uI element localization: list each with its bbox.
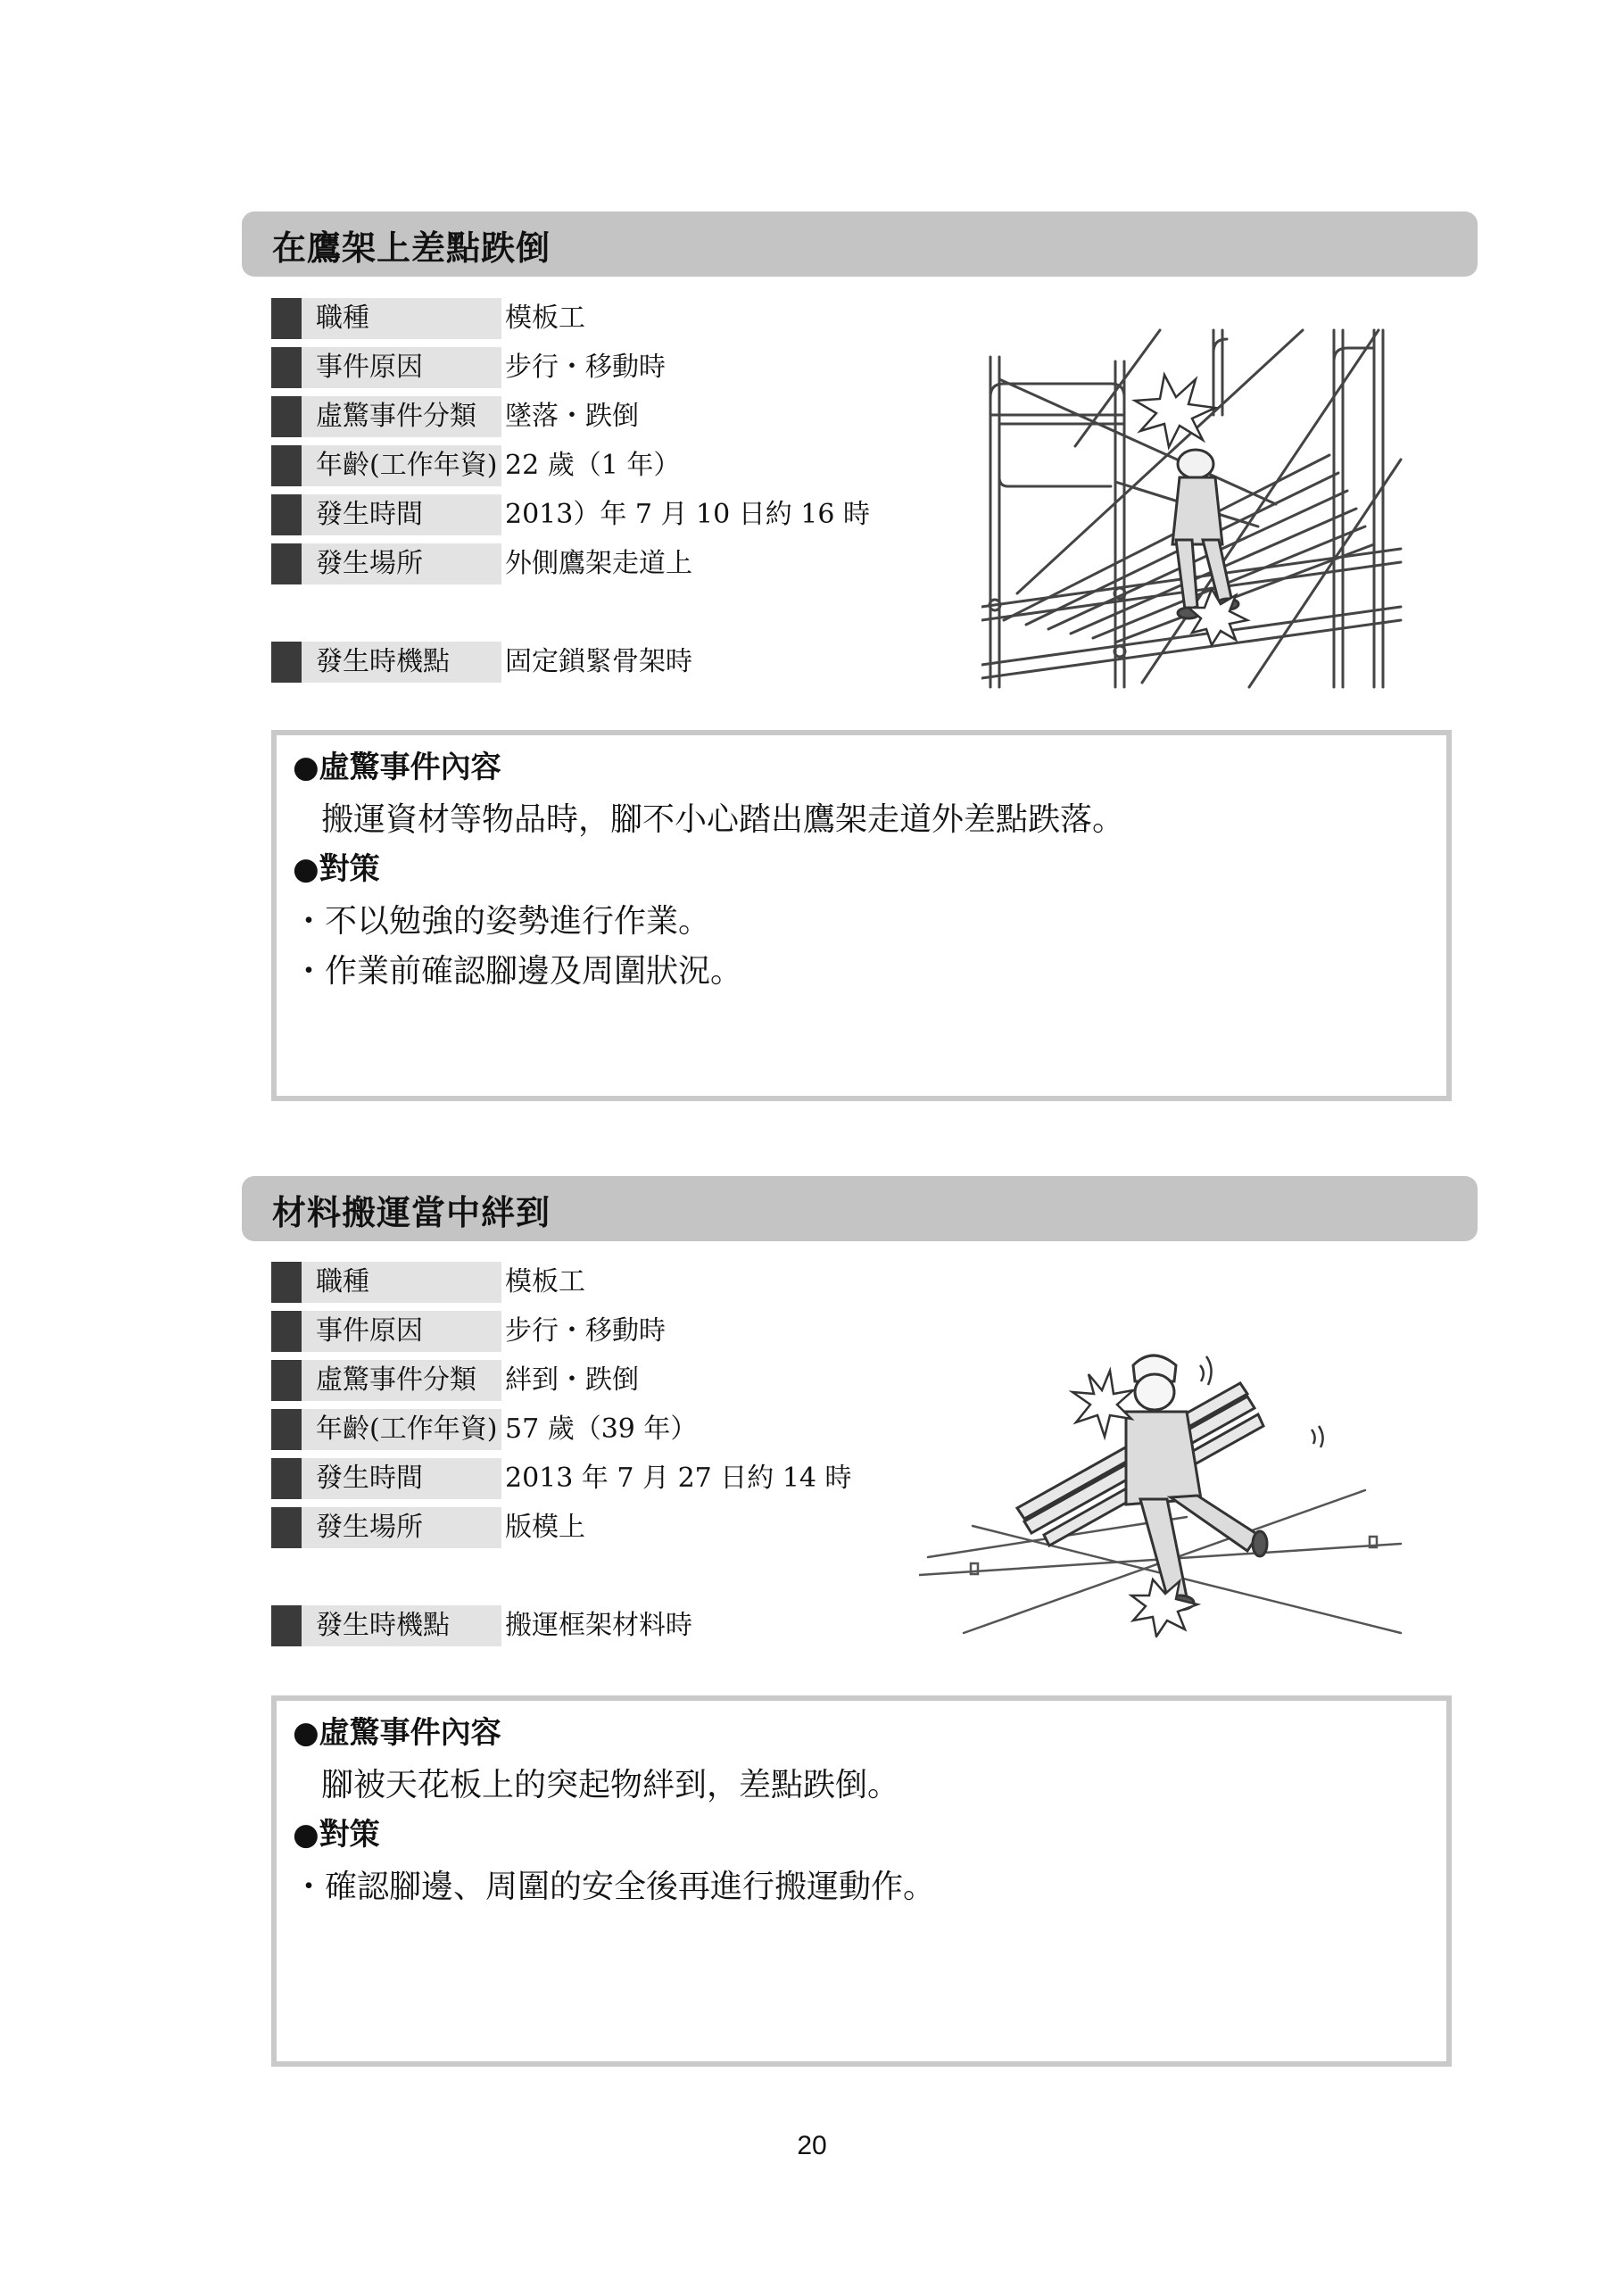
info-value: 外側鷹架走道上	[505, 548, 692, 579]
row-marker	[271, 347, 302, 388]
row-marker	[271, 396, 302, 437]
info-label: 發生時機點	[302, 642, 501, 683]
info-label: 事件原因	[302, 347, 501, 388]
measures-heading: ●對策	[293, 1817, 380, 1853]
info-label: 職種	[302, 298, 501, 339]
info-value: 墜落・跌倒	[505, 401, 639, 432]
info-label: 事件原因	[302, 1311, 501, 1352]
info-value: 固定鎖緊骨架時	[505, 646, 692, 677]
section-title-bar	[242, 211, 1478, 277]
incident-content-text: 腳被天花板上的突起物絆到，差點跌倒。	[321, 1767, 900, 1803]
section-title: 在鷹架上差點跌倒	[272, 228, 551, 268]
info-value: 2013）年 7 月 10 日約 16 時	[505, 499, 870, 530]
info-value: 模板工	[505, 303, 585, 334]
incident-detail-box	[271, 730, 1452, 1101]
incident-content-heading: ●虛驚事件內容	[293, 750, 501, 785]
info-value: 步行・移動時	[505, 352, 666, 383]
row-marker	[271, 1507, 302, 1548]
info-value: 57 歲（39 年）	[505, 1413, 698, 1445]
row-marker	[271, 1458, 302, 1499]
info-label: 虛驚事件分類	[302, 1360, 501, 1401]
row-marker	[271, 1311, 302, 1352]
measure-item: ・不以勉強的姿勢進行作業。	[293, 903, 711, 940]
measure-item: ・確認腳邊、周圍的安全後再進行搬運動作。	[293, 1869, 936, 1905]
info-value: 絆到・跌倒	[505, 1364, 639, 1396]
info-label: 發生場所	[302, 543, 501, 584]
tripping-worker-illustration	[919, 1330, 1410, 1637]
incident-content-text: 搬運資材等物品時，腳不小心踏出鷹架走道外差點跌落。	[321, 801, 1125, 838]
info-label: 年齡(工作年資)	[302, 1409, 501, 1450]
row-marker	[271, 642, 302, 683]
measures-heading: ●對策	[293, 851, 380, 887]
info-label: 職種	[302, 1262, 501, 1303]
info-label: 虛驚事件分類	[302, 396, 501, 437]
section-title-bar	[242, 1176, 1478, 1241]
scaffold-worker-illustration	[981, 326, 1410, 692]
page-number: 20	[797, 2131, 827, 2160]
row-marker	[271, 1262, 302, 1303]
row-marker	[271, 1409, 302, 1450]
measure-item: ・作業前確認腳邊及周圍狀況。	[293, 953, 743, 990]
info-value: 2013 年 7 月 27 日約 14 時	[505, 1463, 852, 1494]
row-marker	[271, 1360, 302, 1401]
info-value: 搬運框架材料時	[505, 1610, 692, 1641]
row-marker	[271, 298, 302, 339]
incident-content-heading: ●虛驚事件內容	[293, 1715, 501, 1751]
info-label: 年齡(工作年資)	[302, 445, 501, 486]
info-value: 版模上	[505, 1512, 585, 1543]
info-label: 發生時間	[302, 494, 501, 535]
info-label: 發生時間	[302, 1458, 501, 1499]
info-value: 步行・移動時	[505, 1315, 666, 1347]
row-marker	[271, 543, 302, 584]
info-label: 發生場所	[302, 1507, 501, 1548]
row-marker	[271, 445, 302, 486]
info-label: 發生時機點	[302, 1605, 501, 1646]
row-marker	[271, 1605, 302, 1646]
section-title: 材料搬運當中絆到	[272, 1193, 551, 1232]
info-value: 22 歲（1 年）	[505, 450, 681, 481]
incident-detail-box	[271, 1695, 1452, 2067]
row-marker	[271, 494, 302, 535]
info-value: 模板工	[505, 1266, 585, 1297]
